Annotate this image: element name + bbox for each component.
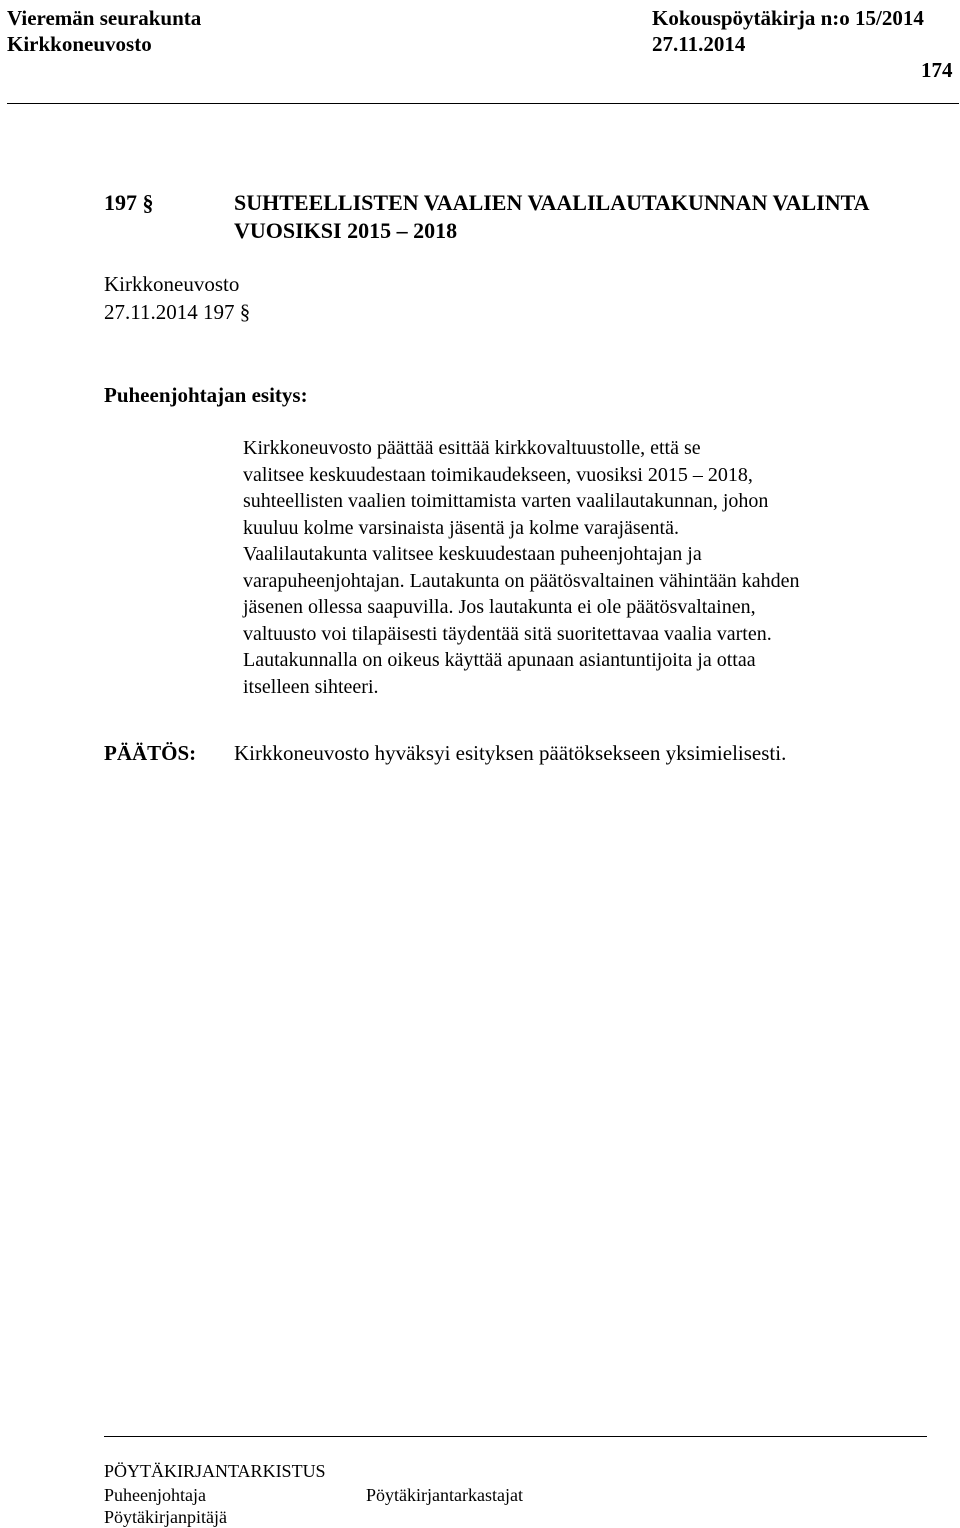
reference-date-section bbox=[104, 299, 250, 325]
proposal-text bbox=[243, 435, 943, 700]
proposal-label: Puheenjohtajan esitys: bbox=[104, 383, 308, 407]
proposal-line: Lautakunnalla on oikeus käyttää apunaan asiantuntijoita ja ottaa bbox=[243, 649, 756, 671]
reference-body: Kirkkoneuvosto bbox=[104, 272, 240, 296]
decision-label: PÄÄTÖS: bbox=[104, 741, 197, 765]
decision-text: Kirkkoneuvosto hyväksyi esityksen päätöksekseen yksimielisesti. bbox=[234, 741, 787, 765]
section-number bbox=[104, 188, 154, 218]
footer-secretary: Pöytäkirjanpitäjä bbox=[104, 1507, 227, 1527]
proposal-line: Vaalilautakunta valitsee keskuudestaan puheenjohtajan ja bbox=[243, 543, 702, 565]
proposal-line: valtuusto voi tilapäisesti täydentää sitä suoritettavaa vaalia varten. bbox=[243, 622, 772, 645]
footer-rule bbox=[104, 1436, 927, 1437]
header-body: Kirkkoneuvosto bbox=[7, 32, 152, 56]
footer-chair: Puheenjohtaja bbox=[104, 1485, 206, 1505]
proposal-line: varapuheenjohtajan. Lautakunta on päätösvaltainen vähintään kahden bbox=[243, 569, 800, 592]
proposal-line: valitsee keskuudestaan toimikaudekseen, vuosiksi 2015 – 2018, bbox=[243, 463, 753, 486]
proposal-line: jäsenen ollessa saapuvilla. Jos lautakunta ei ole päätösvaltainen, bbox=[243, 596, 756, 618]
proposal-line: suhteellisten vaalien toimittamista varten vaalilautakunnan, johon bbox=[243, 490, 769, 512]
reference-section-sign: § bbox=[239, 300, 251, 324]
header-date: 27.11.2014 bbox=[652, 32, 746, 56]
proposal-line: itselleen sihteeri. bbox=[243, 675, 379, 698]
header-minutes-title: Kokouspöytäkirja n:o 15/2014 bbox=[652, 6, 924, 30]
footer-verification-title: PÖYTÄKIRJANTARKISTUS bbox=[104, 1461, 326, 1481]
reference-date-value: 27.11.2014 197 bbox=[104, 300, 235, 324]
header-organization: Vieremän seurakunta bbox=[7, 6, 202, 30]
section-title-line2: VUOSIKSI 2015 – 2018 bbox=[234, 218, 458, 243]
proposal-line: kuuluu kolme varsinaista jäsentä ja kolme varajäsentä. bbox=[243, 516, 679, 539]
footer-verifiers: Pöytäkirjantarkastajat bbox=[366, 1485, 523, 1505]
section-title-line1: SUHTEELLISTEN VAALIEN VAALILAUTAKUNNAN VALINTA bbox=[234, 190, 870, 215]
section-number-value: 197 bbox=[104, 190, 137, 215]
page-number: 174 bbox=[921, 58, 953, 82]
header-rule bbox=[7, 103, 959, 104]
section-sign: § bbox=[142, 190, 154, 215]
proposal-line: Kirkkoneuvosto päättää esittää kirkkovaltuustolle, että se bbox=[243, 437, 701, 459]
